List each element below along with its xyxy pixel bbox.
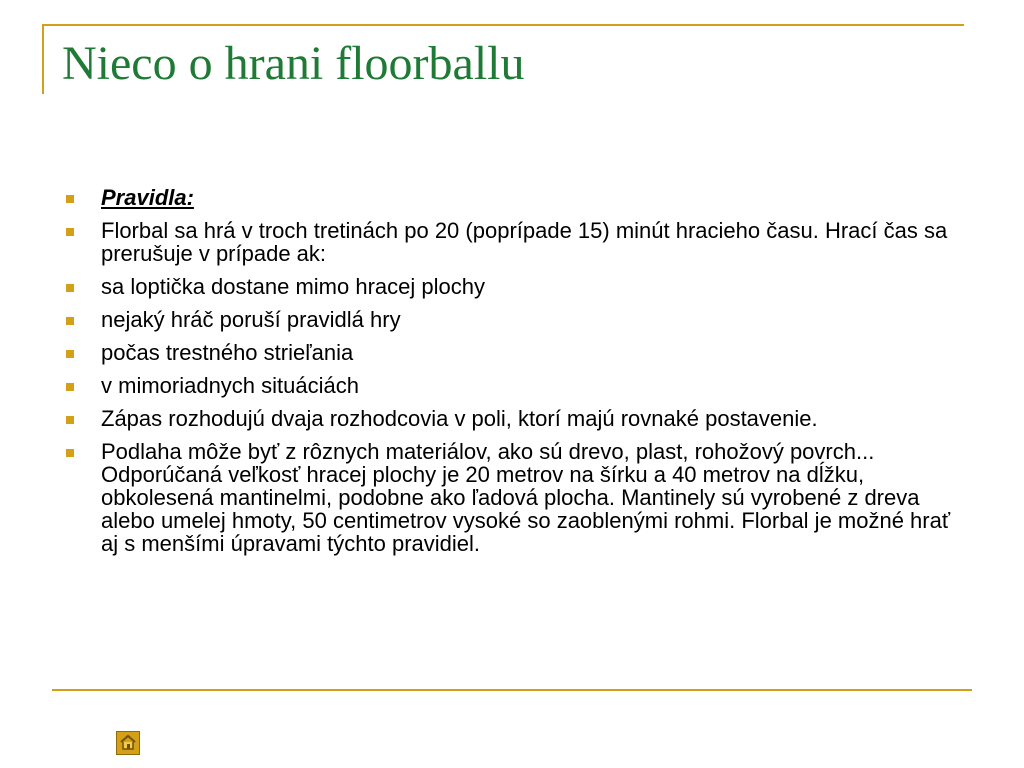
bullet-text: nejaký hráč poruší pravidlá hry [101,307,401,332]
bullet-item [66,440,966,555]
bullet-text: v mimoriadnych situáciách [101,373,359,398]
square-bullet-icon [66,383,74,391]
home-icon [117,732,139,754]
bullet-item [66,219,966,265]
square-bullet-icon [66,195,74,203]
bullet-item [66,407,966,430]
bottom-divider [52,689,972,691]
square-bullet-icon [66,228,74,236]
bullet-text: Zápas rozhodujú dvaja rozhodcovia v poli, ktorí majú rovnaké postavenie. [101,406,818,431]
square-bullet-icon [66,350,74,358]
square-bullet-icon [66,449,74,457]
bullet-item [66,341,966,364]
square-bullet-icon [66,416,74,424]
top-divider [42,24,964,26]
home-button[interactable] [116,731,140,755]
rules-heading: Pravidla: [101,185,194,210]
bullet-text: Podlaha môže byť z rôznych materiálov, ako sú drevo, plast, rohožový povrch... Odporúčaná veľkosť hracej plochy je 20 metrov na šírku a 40 metrov na dĺžku, obkolesená mantinelmi, podobne ako ľadová plocha. Mantinely sú vyrobené z dreva alebo umelej hmoty, 50 centimetrov vysoké so zaoblenými rohmi. Florbal je možné hrať aj s menšími úpravami týchto pravidiel. [101,439,951,556]
square-bullet-icon [66,317,74,325]
bullet-item [66,186,966,209]
bullet-item [66,374,966,397]
bullet-item [66,308,966,331]
square-bullet-icon [66,284,74,292]
slide-title: Nieco o hrani floorballu [62,37,525,90]
bullet-list [66,186,966,565]
bullet-item [66,275,966,298]
bullet-text: sa loptička dostane mimo hracej plochy [101,274,485,299]
bullet-text: počas trestného strieľania [101,340,354,365]
left-divider [42,24,44,94]
bullet-text: Florbal sa hrá v troch tretinách po 20 (poprípade 15) minút hracieho času. Hrací čas sa prerušuje v prípade ak: [101,218,948,266]
